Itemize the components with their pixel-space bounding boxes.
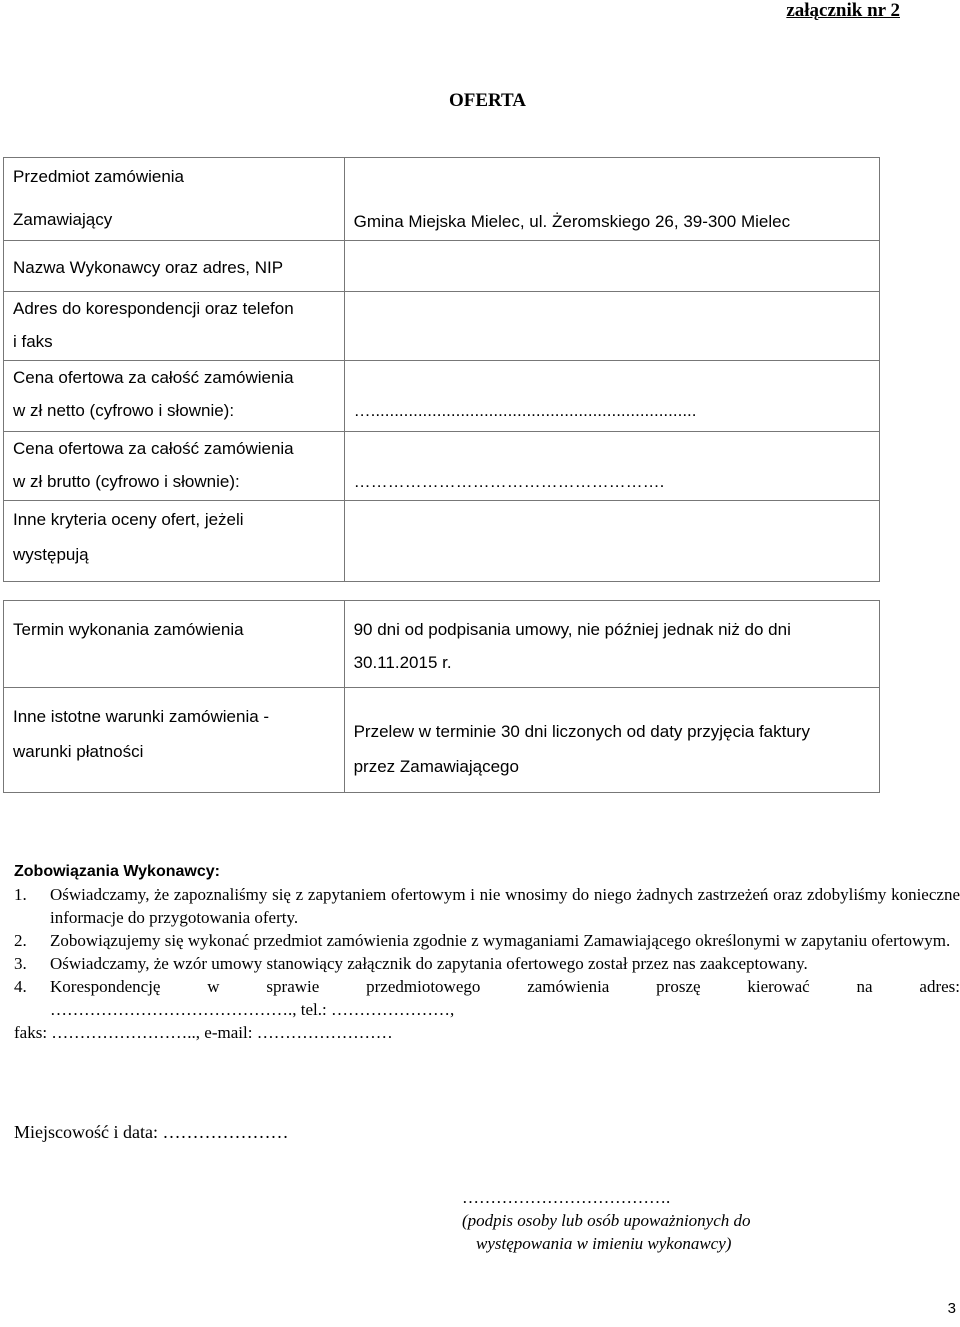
signature-line: ………………………………. [462, 1188, 671, 1207]
item-text-block [50, 975, 960, 1021]
item-text: Oświadczamy, że zapoznaliśmy się z zapytaniem ofertowym i nie wnosimy do niego żadnych zastrzeżeń oraz zdobyliśmy konieczne informacje do przygotowania oferty. [50, 885, 960, 927]
annex-label: załącznik nr 2 [786, 0, 900, 21]
list-item [14, 952, 960, 975]
row-value-cell[interactable] [344, 432, 879, 501]
table-row [4, 361, 880, 432]
row-label: Termin wykonania zamówienia [13, 620, 244, 639]
row-value-cell[interactable] [344, 501, 879, 582]
list-item [14, 975, 960, 1021]
row-value: 30.11.2015 r. [353, 653, 452, 672]
table-row [4, 158, 880, 241]
table-row [4, 241, 880, 292]
row-value-cell[interactable] [344, 361, 879, 432]
row-label-cell [4, 601, 345, 688]
item-text: Oświadczamy, że wzór umowy stanowiący załącznik do zapytania ofertowego został przez nas zaakceptowany. [50, 954, 808, 973]
row-label: Inne istotne warunki zamówienia - [13, 707, 270, 726]
row-value-cell[interactable] [344, 241, 879, 292]
table-row [4, 292, 880, 361]
page-number: 3 [947, 1300, 956, 1317]
row-value: przez Zamawiającego [353, 757, 519, 776]
item-text: Korespondencję w sprawie przedmiotowego zamówienia proszę kierować na adres: [50, 977, 960, 996]
row-value: Gmina Miejska Mielec, ul. Żeromskiego 26, 39-300 Mielec [353, 212, 791, 231]
list-item [14, 929, 960, 952]
row-label: Przedmiot zamówienia [13, 167, 185, 186]
item-number: 4. [14, 977, 27, 996]
row-label: Cena ofertowa za całość zamówienia [13, 368, 294, 387]
address-phone-placeholder: ……………………………………., tel.: …………………, [50, 1000, 455, 1019]
obligations-section [14, 860, 960, 1044]
row-label: Cena ofertowa za całość zamówienia [13, 439, 294, 458]
table-row [4, 501, 880, 582]
table-row [4, 688, 880, 793]
row-label: Zamawiający [13, 210, 113, 229]
row-label-cell [4, 432, 345, 501]
row-value-cell [344, 601, 879, 688]
row-label-cell [4, 361, 345, 432]
row-value-cell [344, 688, 879, 793]
row-value-cell[interactable] [344, 292, 879, 361]
row-label: i faks [13, 332, 53, 351]
table-row [4, 432, 880, 501]
signature-caption: występowania w imieniu wykonawcy) [476, 1234, 732, 1253]
row-label: warunki płatności [13, 742, 144, 761]
table-row [4, 601, 880, 688]
row-value: Przelew w terminie 30 dni liczonych od daty przyjęcia faktury [353, 722, 810, 741]
row-value: 90 dni od podpisania umowy, nie później jednak niż do dni [353, 620, 791, 639]
list-item [14, 883, 960, 929]
row-label: występują [13, 545, 89, 564]
row-label: w zł brutto (cyfrowo i słownie): [13, 472, 240, 491]
row-label-cell [4, 241, 345, 292]
item-number: 3. [14, 954, 27, 973]
row-label: Nazwa Wykonawcy oraz adres, NIP [13, 258, 284, 277]
row-label-cell [4, 158, 345, 241]
page-title: OFERTA [448, 90, 527, 111]
row-label-cell [4, 501, 345, 582]
offer-form-table [3, 157, 880, 793]
net-price-placeholder: …..................................................................... [353, 401, 697, 420]
signature-block [462, 1186, 751, 1255]
fax-email-placeholder: faks: …………………….., e-mail: …………………… [14, 1023, 393, 1042]
signature-caption: (podpis osoby lub osób upoważnionych do [462, 1211, 751, 1230]
item-text: Zobowiązujemy się wykonać przedmiot zamówienia zgodnie z wymaganiami Zamawiającego określonymi w zapytaniu ofertowym. [50, 931, 951, 950]
row-label-cell [4, 688, 345, 793]
row-label: Adres do korespondencji oraz telefon [13, 299, 294, 318]
row-label-cell [4, 292, 345, 361]
row-label: w zł netto (cyfrowo i słownie): [13, 401, 235, 420]
item-number: 2. [14, 931, 27, 950]
row-label: Inne kryteria oceny ofert, jeżeli [13, 510, 244, 529]
obligations-heading: Zobowiązania Wykonawcy: [14, 863, 220, 880]
item-number: 1. [14, 885, 27, 904]
gross-price-placeholder: ………………………………………………. [353, 472, 665, 491]
row-value-cell[interactable] [344, 158, 879, 241]
place-date-field: Miejscowość i data: ………………… [14, 1122, 289, 1142]
